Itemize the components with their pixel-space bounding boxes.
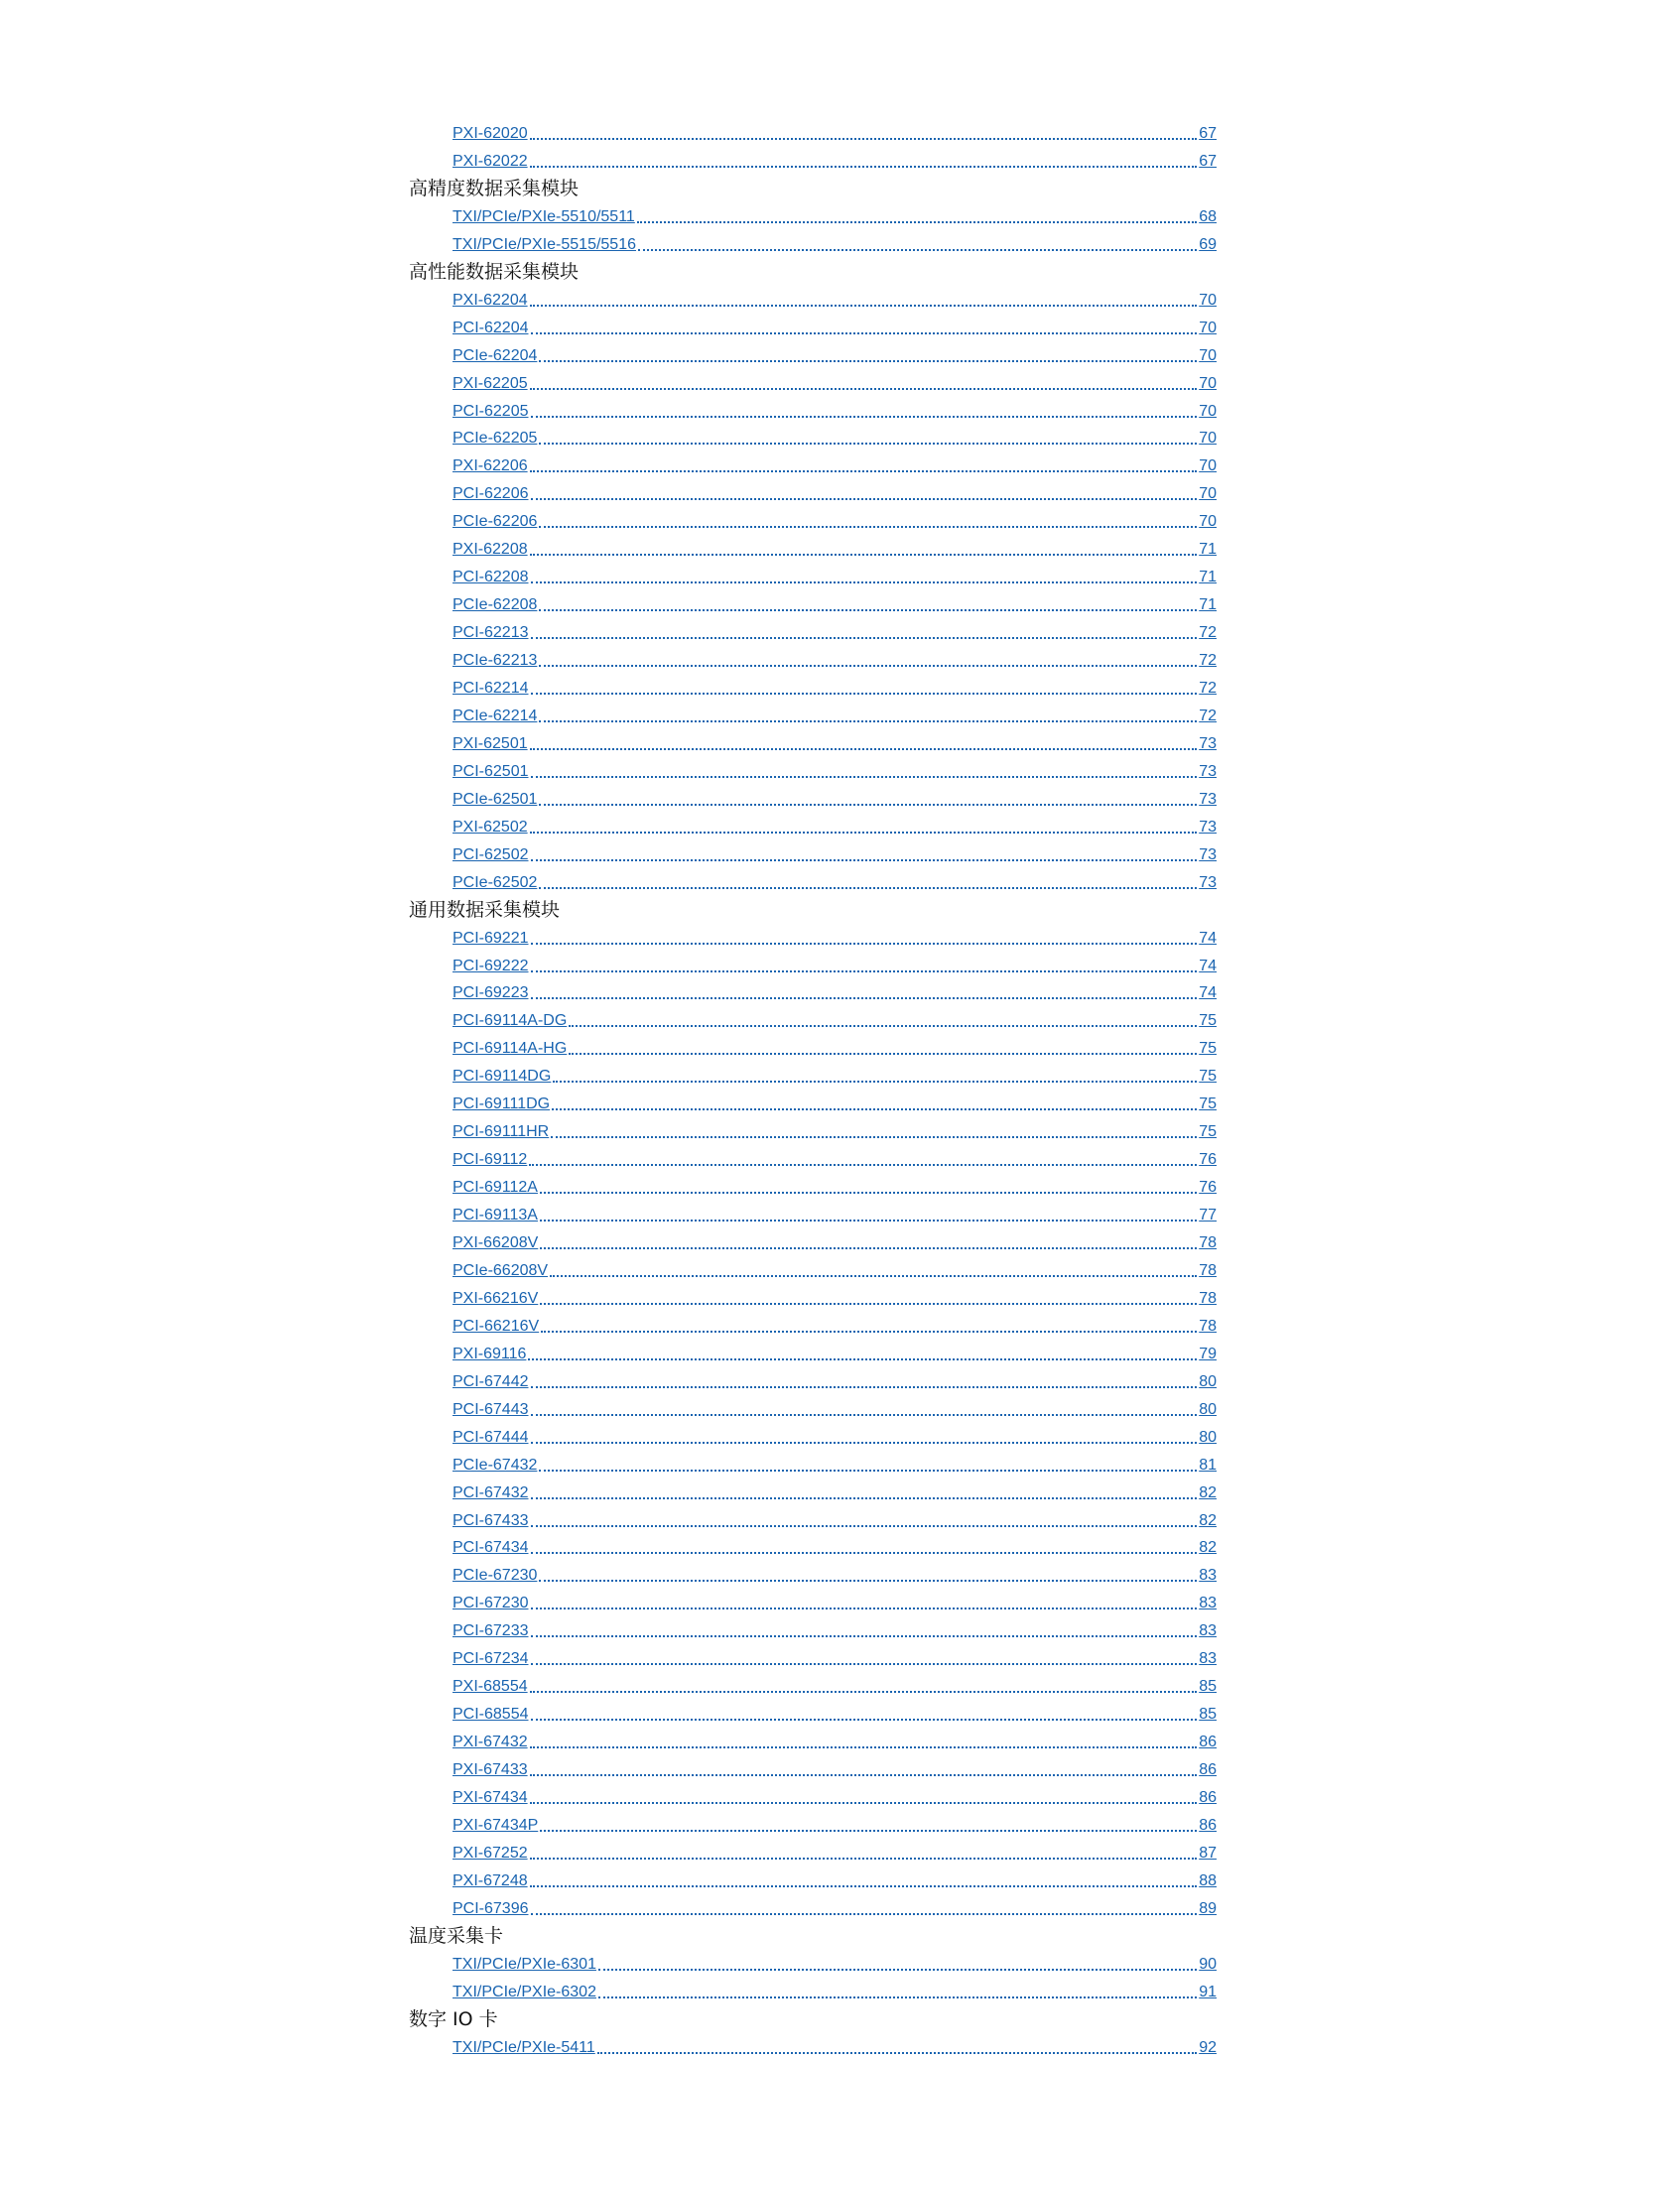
toc-entry-link[interactable]: [452, 1034, 1217, 1060]
toc-page-number: 81: [1199, 1456, 1217, 1474]
toc-section-heading: 数字 IO 卡: [409, 2007, 498, 2030]
toc-dot-leader: [598, 1996, 1197, 1998]
toc-entry-link[interactable]: [452, 1616, 1217, 1642]
toc-entry-link[interactable]: [452, 840, 1217, 866]
toc-entry-label: PXI-68554: [452, 1678, 528, 1696]
toc-page-number: 70: [1199, 346, 1217, 364]
toc-dot-leader: [569, 1053, 1197, 1055]
toc-entry-label: TXI/PCIe/PXIe-6301: [452, 1955, 596, 1973]
toc-page-number: 74: [1199, 984, 1217, 1002]
toc-entry-link[interactable]: [452, 1783, 1217, 1809]
toc-dot-leader: [530, 748, 1198, 750]
toc-dot-leader: [539, 1470, 1197, 1472]
toc-entry-link[interactable]: [452, 952, 1217, 977]
toc-dot-leader: [530, 832, 1198, 834]
toc-page-number: 69: [1199, 235, 1217, 253]
toc-page-number: 70: [1199, 430, 1217, 448]
toc-entry-link[interactable]: [452, 1506, 1217, 1532]
toc-dot-leader: [539, 526, 1197, 528]
toc-page-number: 70: [1199, 374, 1217, 392]
toc-page-number: 70: [1199, 319, 1217, 336]
toc-dot-leader: [540, 1220, 1197, 1222]
toc-page-number: 73: [1199, 873, 1217, 891]
toc-entry-link[interactable]: [452, 1755, 1217, 1781]
toc-page-number: 70: [1199, 402, 1217, 420]
toc-entry-link[interactable]: [452, 924, 1217, 950]
toc-dot-leader: [539, 360, 1197, 362]
toc-dot-leader: [531, 1497, 1198, 1499]
toc-entry-label: PCI-62206: [452, 485, 529, 503]
toc-entry-label: PXI-69116: [452, 1345, 527, 1362]
toc-page-number: 75: [1199, 1068, 1217, 1086]
toc-entry-label: PCIe-62214: [452, 707, 538, 724]
toc-entry-label: PXI-62022: [452, 152, 528, 170]
toc-page-number: 90: [1199, 1955, 1217, 1973]
toc-page-number: 78: [1199, 1261, 1217, 1279]
toc-entry-link[interactable]: [452, 729, 1217, 755]
toc-entry-link[interactable]: [452, 1062, 1217, 1088]
toc-page-number: 80: [1199, 1428, 1217, 1446]
toc-dot-leader: [531, 637, 1198, 639]
toc-dot-leader: [531, 859, 1198, 861]
toc-entry-label: PCIe-62213: [452, 652, 538, 670]
toc-entry-label: TXI/PCIe/PXIe-5510/5511: [452, 207, 635, 225]
toc-entry-link[interactable]: [452, 1811, 1217, 1837]
toc-dot-leader: [530, 1885, 1198, 1887]
toc-page-number: 75: [1199, 1040, 1217, 1058]
toc-dot-leader: [552, 1108, 1197, 1110]
toc-page-number: 92: [1199, 2038, 1217, 2056]
toc-entry-link[interactable]: [452, 314, 1217, 339]
toc-entry-label: PCI-69114DG: [452, 1068, 552, 1086]
toc-entry-link[interactable]: [452, 147, 1217, 173]
toc-page-number: 72: [1199, 680, 1217, 697]
toc-entry-link[interactable]: [452, 535, 1217, 561]
toc-page-number: 72: [1199, 707, 1217, 724]
toc-page-number: 85: [1199, 1706, 1217, 1724]
toc-dot-leader: [637, 221, 1197, 223]
toc-entry-label: PCI-69112A: [452, 1179, 538, 1197]
toc-entry-label: PXI-67248: [452, 1871, 528, 1889]
toc-page-number: 72: [1199, 624, 1217, 642]
toc-entry-link[interactable]: [452, 674, 1217, 700]
toc-page-number: 83: [1199, 1595, 1217, 1612]
toc-dot-leader: [531, 970, 1198, 972]
toc-entry-label: PCI-67234: [452, 1650, 529, 1668]
toc-dot-leader: [530, 1802, 1198, 1804]
toc-dot-leader: [529, 1164, 1197, 1166]
toc-entry-link[interactable]: [452, 702, 1217, 727]
toc-page-number: 80: [1199, 1400, 1217, 1418]
toc-dot-leader: [531, 1414, 1198, 1416]
toc-dot-leader: [531, 1719, 1198, 1721]
toc-entry-label: TXI/PCIe/PXIe-5411: [452, 2038, 595, 2056]
toc-page-number: 78: [1199, 1317, 1217, 1335]
toc-dot-leader: [539, 665, 1197, 667]
toc-entry-link[interactable]: [452, 341, 1217, 367]
toc-page-number: 79: [1199, 1345, 1217, 1362]
toc-dot-leader: [569, 1025, 1197, 1027]
toc-entry-link[interactable]: [452, 1479, 1217, 1504]
toc-dot-leader: [530, 138, 1198, 140]
toc-page-number: 73: [1199, 818, 1217, 836]
toc-entry-label: PCI-69223: [452, 984, 529, 1002]
toc-page-number: 77: [1199, 1207, 1217, 1224]
toc-entry-link[interactable]: [452, 1728, 1217, 1753]
toc-dot-leader: [530, 1858, 1198, 1860]
toc-page-number: 70: [1199, 513, 1217, 531]
toc-dot-leader: [530, 470, 1198, 472]
toc-dot-leader: [539, 804, 1197, 806]
toc-entry-label: PCI-66216V: [452, 1317, 540, 1335]
toc-entry-label: PCI-62208: [452, 569, 529, 586]
toc-entry-link[interactable]: [452, 1006, 1217, 1032]
toc-dot-leader: [539, 609, 1197, 611]
toc-dot-leader: [531, 693, 1198, 695]
toc-dot-leader: [539, 720, 1197, 722]
toc-page-number: 71: [1199, 596, 1217, 614]
toc-entry-label: PXI-67434: [452, 1789, 528, 1806]
toc-entry-label: PCI-69222: [452, 957, 529, 974]
toc-entry-link[interactable]: [452, 286, 1217, 312]
toc-page-number: 73: [1199, 790, 1217, 808]
toc-entry-label: PXI-67433: [452, 1761, 528, 1779]
toc-dot-leader: [531, 1442, 1198, 1444]
toc-entry-label: PCI-62213: [452, 624, 529, 642]
toc-dot-leader: [541, 1331, 1197, 1333]
toc-entry-label: TXI/PCIe/PXIe-5515/5516: [452, 235, 636, 253]
toc-page-number: 87: [1199, 1844, 1217, 1862]
toc-section-heading: 温度采集卡: [409, 1924, 504, 1947]
toc-entry-link[interactable]: [452, 646, 1217, 672]
toc-page-number: 70: [1199, 291, 1217, 309]
toc-entry-label: PCIe-62205: [452, 430, 538, 448]
toc-entry-link[interactable]: [452, 1090, 1217, 1115]
toc-entry-label: PCI-69113A: [452, 1207, 538, 1224]
toc-entry-link[interactable]: [452, 563, 1217, 588]
toc-entry-label: PCI-69111DG: [452, 1095, 551, 1113]
toc-entry-link[interactable]: [452, 1978, 1217, 2003]
toc-page-number: 72: [1199, 652, 1217, 670]
toc-page-number: 76: [1199, 1179, 1217, 1197]
toc-entry-link[interactable]: [452, 618, 1217, 644]
toc-entry-label: PCIe-62501: [452, 790, 538, 808]
toc-entry-label: PCI-62502: [452, 845, 529, 863]
toc-entry-link[interactable]: [452, 1700, 1217, 1726]
toc-entry-label: PCIe-62204: [452, 346, 538, 364]
toc-entry-label: PCI-69112: [452, 1151, 528, 1169]
toc-entry-label: PXI-62205: [452, 374, 528, 392]
toc-entry-link[interactable]: [452, 1312, 1217, 1338]
toc-dot-leader: [531, 1386, 1198, 1388]
toc-entry-link[interactable]: [452, 1839, 1217, 1865]
toc-entry-link[interactable]: [452, 1395, 1217, 1421]
toc-page-number: 88: [1199, 1871, 1217, 1889]
toc-entry-label: PCI-69114A-DG: [452, 1012, 568, 1030]
toc-entry-label: PCIe-66208V: [452, 1261, 549, 1279]
toc-entry-link[interactable]: [452, 1256, 1217, 1282]
toc-entry-link[interactable]: [452, 397, 1217, 423]
toc-entry-label: PCI-67443: [452, 1400, 529, 1418]
toc-entry-label: PCI-67233: [452, 1622, 529, 1640]
toc-entry-label: PXI-67252: [452, 1844, 528, 1862]
toc-entry-label: PCI-67433: [452, 1511, 529, 1529]
toc-page-number: 78: [1199, 1234, 1217, 1251]
toc-page-number: 75: [1199, 1012, 1217, 1030]
toc-entry-label: PCIe-67432: [452, 1456, 538, 1474]
toc-entry-label: PCIe-62206: [452, 513, 538, 531]
toc-section-heading: 通用数据采集模块: [409, 898, 561, 921]
toc-entry-label: PXI-67434P: [452, 1816, 539, 1834]
toc-entry-link[interactable]: [452, 2033, 1217, 2059]
toc-dot-leader: [531, 1913, 1198, 1915]
toc-entry-link[interactable]: [452, 1228, 1217, 1254]
toc-entry-label: PXI-62208: [452, 541, 528, 559]
toc-page-number: 71: [1199, 541, 1217, 559]
toc-dot-leader: [531, 498, 1198, 500]
toc-page-number: 75: [1199, 1123, 1217, 1141]
toc-dot-leader: [551, 1136, 1197, 1138]
toc-dot-leader: [531, 1525, 1198, 1527]
toc-dot-leader: [531, 1608, 1198, 1609]
toc-page-number: 70: [1199, 457, 1217, 475]
toc-entry-link[interactable]: [452, 1367, 1217, 1393]
toc-entry-link[interactable]: [452, 507, 1217, 533]
toc-page-number: 80: [1199, 1372, 1217, 1390]
toc-entry-label: PCI-67442: [452, 1372, 529, 1390]
toc-entry-label: PXI-62204: [452, 291, 528, 309]
toc-dot-leader: [530, 1746, 1198, 1748]
toc-page-number: 67: [1199, 125, 1217, 142]
toc-page-number: 78: [1199, 1289, 1217, 1307]
toc-entry-label: PCI-62205: [452, 402, 529, 420]
toc-dot-leader: [539, 887, 1197, 889]
toc-page-number: 83: [1199, 1650, 1217, 1668]
toc-entry-link[interactable]: [452, 1145, 1217, 1171]
toc-entry-link[interactable]: [452, 1533, 1217, 1559]
toc-entry-link[interactable]: [452, 424, 1217, 450]
toc-page-number: 70: [1199, 485, 1217, 503]
toc-entry-label: PXI-62020: [452, 125, 528, 142]
toc-dot-leader: [597, 2052, 1197, 2054]
toc-entry-link[interactable]: [452, 1561, 1217, 1587]
toc-dot-leader: [531, 943, 1198, 945]
toc-dot-leader: [553, 1081, 1197, 1083]
toc-entry-label: PCI-69111HR: [452, 1123, 550, 1141]
toc-entry-label: PXI-66216V: [452, 1289, 539, 1307]
toc-page-number: 67: [1199, 152, 1217, 170]
toc-entry-label: PCI-67444: [452, 1428, 529, 1446]
toc-page-number: 74: [1199, 929, 1217, 947]
toc-section-heading: 高性能数据采集模块: [409, 260, 580, 283]
toc-entry-link[interactable]: [452, 1672, 1217, 1698]
toc-dot-leader: [531, 1635, 1198, 1637]
toc-dot-leader: [531, 581, 1198, 583]
toc-page-number: 73: [1199, 762, 1217, 780]
toc-dot-leader: [531, 997, 1198, 999]
toc-entry-label: TXI/PCIe/PXIe-6302: [452, 1983, 596, 2000]
toc-entry-link[interactable]: [452, 230, 1217, 256]
toc-page-number: 86: [1199, 1816, 1217, 1834]
toc-page-number: 75: [1199, 1095, 1217, 1113]
toc-entry-link[interactable]: [452, 1423, 1217, 1449]
toc-entry-label: PXI-62206: [452, 457, 528, 475]
toc-dot-leader: [530, 166, 1198, 168]
toc-section-heading: 高精度数据采集模块: [409, 177, 580, 199]
toc-entry-link[interactable]: [452, 1340, 1217, 1365]
toc-page-number: 85: [1199, 1678, 1217, 1696]
toc-dot-leader: [539, 1580, 1197, 1582]
toc-dot-leader: [540, 1303, 1197, 1305]
toc-entry-link[interactable]: [452, 978, 1217, 1004]
toc-entry-label: PCI-67396: [452, 1899, 529, 1917]
toc-entry-link[interactable]: [452, 813, 1217, 838]
toc-entry-link[interactable]: [452, 369, 1217, 395]
toc-entry-link[interactable]: [452, 868, 1217, 894]
toc-entry-label: PCI-67230: [452, 1595, 529, 1612]
toc-entry-label: PCI-68554: [452, 1706, 529, 1724]
toc-entry-label: PCIe-62502: [452, 873, 538, 891]
toc-page-number: 86: [1199, 1734, 1217, 1751]
toc-page-number: 68: [1199, 207, 1217, 225]
toc-entry-link[interactable]: [452, 1950, 1217, 1976]
toc-dot-leader: [528, 1358, 1197, 1360]
toc-page-number: 76: [1199, 1151, 1217, 1169]
toc-page-number: 71: [1199, 569, 1217, 586]
toc-entry-label: PCI-69114A-HG: [452, 1040, 568, 1058]
toc-entry-link[interactable]: [452, 1894, 1217, 1920]
toc-entry-link[interactable]: [452, 1589, 1217, 1614]
toc-entry-link[interactable]: [452, 451, 1217, 477]
toc-page-number: 73: [1199, 734, 1217, 752]
toc-dot-leader: [531, 332, 1198, 334]
toc-dot-leader: [530, 1774, 1198, 1776]
toc-dot-leader: [598, 1969, 1197, 1971]
toc-entry-label: PCIe-67230: [452, 1567, 538, 1585]
toc-dot-leader: [550, 1275, 1197, 1277]
toc-entry-link[interactable]: [452, 1451, 1217, 1477]
toc-page-number: 82: [1199, 1483, 1217, 1501]
toc-entry-label: PCI-67432: [452, 1483, 529, 1501]
toc-dot-leader: [540, 1830, 1197, 1832]
toc-page-number: 83: [1199, 1622, 1217, 1640]
toc-entry-link[interactable]: [452, 785, 1217, 811]
toc-dot-leader: [540, 1192, 1197, 1194]
toc-page-number: 82: [1199, 1539, 1217, 1557]
toc-page-number: 86: [1199, 1761, 1217, 1779]
toc-entry-link[interactable]: [452, 1866, 1217, 1892]
toc-page-number: 82: [1199, 1511, 1217, 1529]
toc-dot-leader: [539, 443, 1197, 445]
toc-page-number: 91: [1199, 1983, 1217, 2000]
toc-dot-leader: [531, 416, 1198, 418]
toc-dot-leader: [530, 554, 1198, 556]
toc-page-number: 74: [1199, 957, 1217, 974]
toc-page-number: 83: [1199, 1567, 1217, 1585]
toc-entry-label: PCI-62214: [452, 680, 529, 697]
toc-entry-label: PCIe-62208: [452, 596, 538, 614]
toc-dot-leader: [530, 305, 1198, 307]
toc-dot-leader: [531, 1663, 1198, 1665]
toc-entry-label: PCI-69221: [452, 929, 529, 947]
toc-page-number: 89: [1199, 1899, 1217, 1917]
toc-dot-leader: [638, 249, 1197, 251]
toc-entry-label: PXI-66208V: [452, 1234, 539, 1251]
toc-dot-leader: [530, 1691, 1198, 1693]
toc-entry-label: PXI-67432: [452, 1734, 528, 1751]
toc-dot-leader: [530, 388, 1198, 390]
toc-page-number: 86: [1199, 1789, 1217, 1806]
toc-dot-leader: [531, 1552, 1198, 1554]
toc-dot-leader: [531, 776, 1198, 778]
toc-entry-label: PCI-67434: [452, 1539, 529, 1557]
toc-entry-link[interactable]: [452, 479, 1217, 505]
toc-page-number: 73: [1199, 845, 1217, 863]
toc-entry-link[interactable]: [452, 1644, 1217, 1670]
toc-entry-label: PXI-62502: [452, 818, 528, 836]
toc-dot-leader: [540, 1247, 1197, 1249]
toc-entry-label: PCI-62204: [452, 319, 529, 336]
toc-entry-link[interactable]: [452, 1117, 1217, 1143]
toc-entry-link[interactable]: [452, 119, 1217, 145]
toc-entry-link[interactable]: [452, 1173, 1217, 1199]
toc-entry-link[interactable]: [452, 1284, 1217, 1310]
toc-entry-link[interactable]: [452, 202, 1217, 228]
toc-entry-label: PXI-62501: [452, 734, 528, 752]
toc-entry-link[interactable]: [452, 757, 1217, 783]
toc-entry-link[interactable]: [452, 1201, 1217, 1226]
toc-entry-label: PCI-62501: [452, 762, 529, 780]
toc-entry-link[interactable]: [452, 590, 1217, 616]
